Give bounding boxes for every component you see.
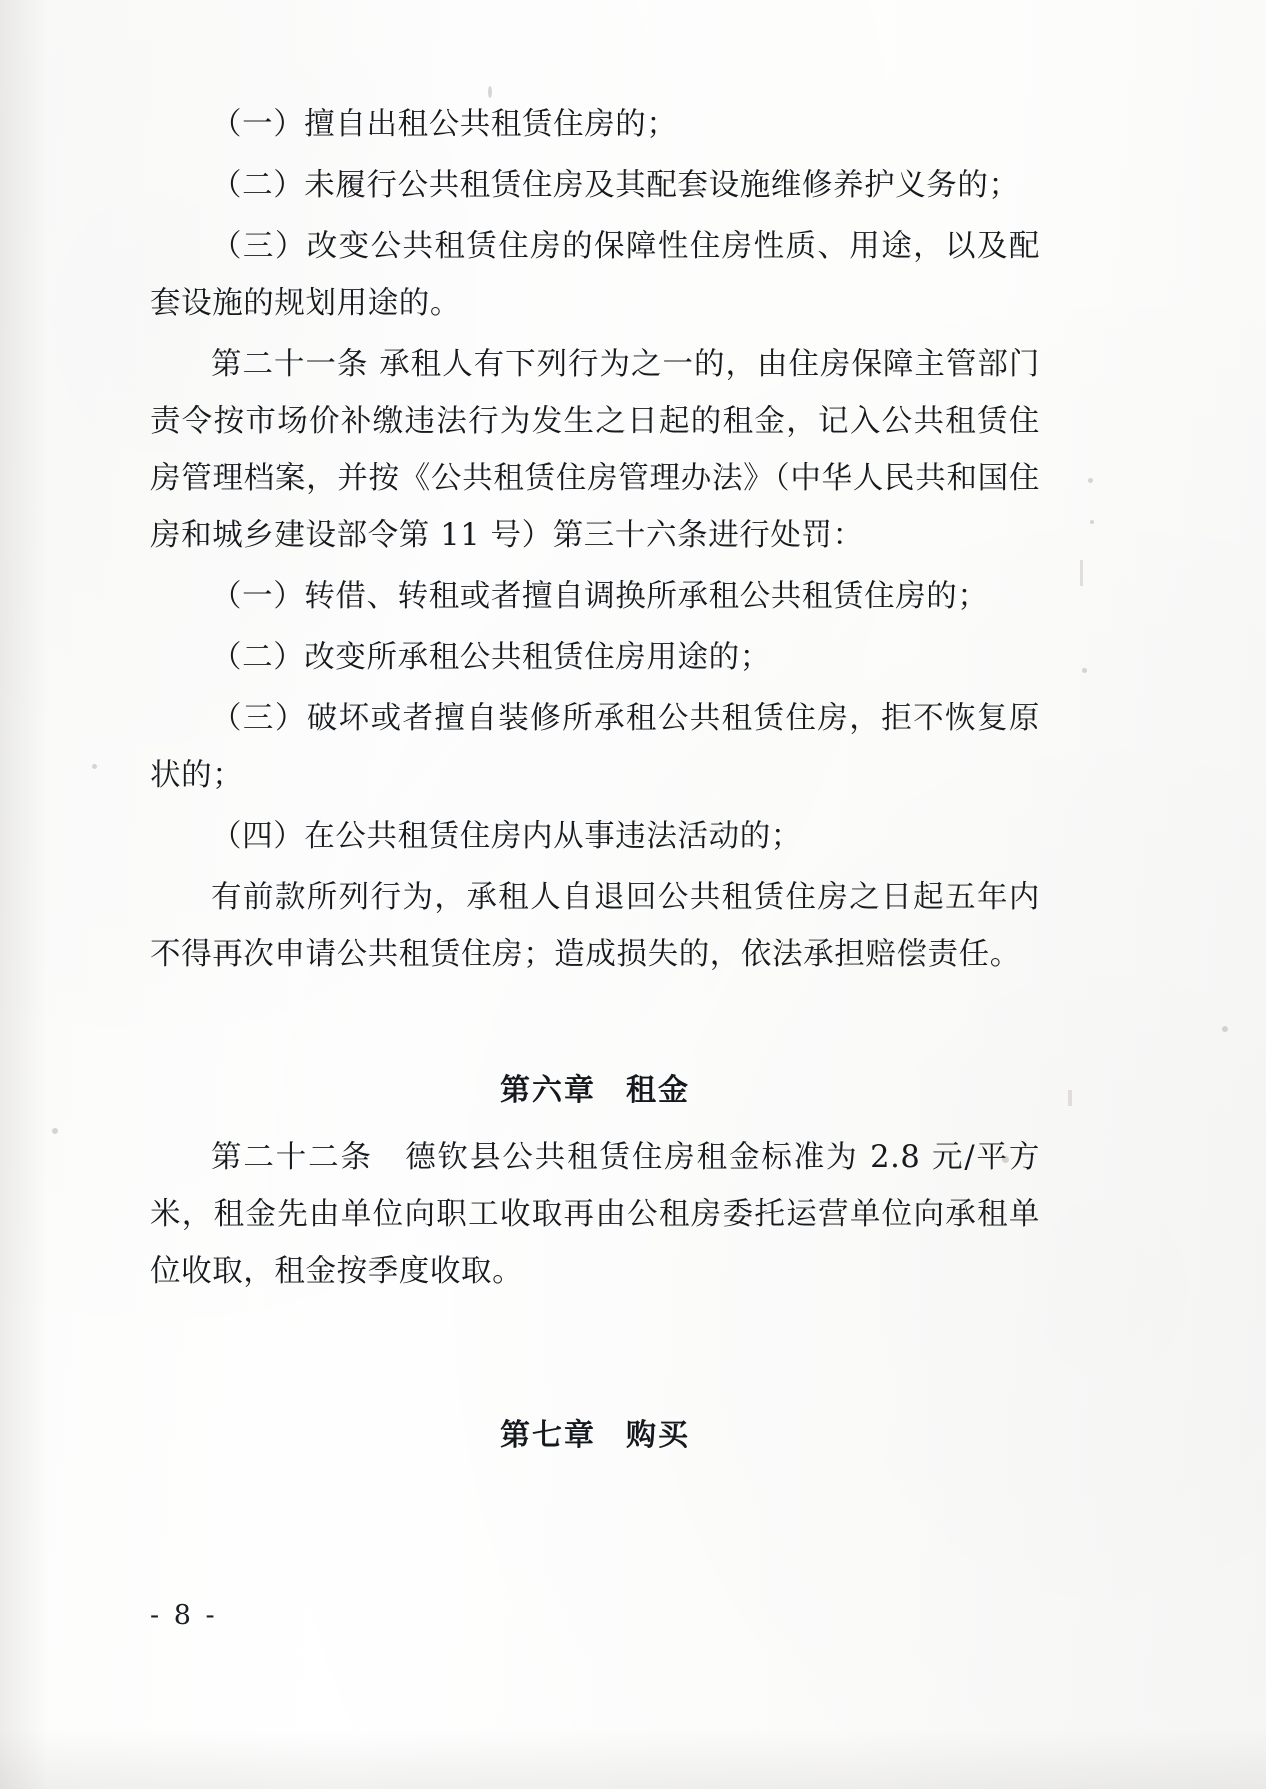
clause-item: （一）转借、转租或者擅自调换所承租公共租赁住房的；: [211, 579, 989, 614]
section-spacer: [150, 1304, 1040, 1362]
chapter-seven-heading: [150, 1408, 1040, 1464]
section-spacer: [150, 987, 1040, 1017]
scan-speck: [92, 764, 97, 769]
chapter-seven-title: 购买: [626, 1418, 690, 1453]
scan-streak: [1080, 560, 1083, 586]
clause-item: （四）在公共租赁住房内从事违法活动的；: [211, 819, 802, 854]
page-number: - 8 -: [150, 1600, 218, 1631]
scan-streak: [1068, 1090, 1072, 1106]
article-21-paragraph: 第二十一条 承租人有下列行为之一的，由住房保障主管部门责令按市场价补缴违法行为发生之日起的租金，记入公共租赁住房管理档案，并按《公共租赁住房管理办法》（中华人民共和国住房和城乡建设部令第 11 号）第三十六条进行处罚：: [150, 347, 1040, 553]
document-body: [150, 96, 1040, 1474]
chapter-seven-label: 第七章: [500, 1418, 596, 1453]
clause-item: （三）破坏或者擅自装修所承租公共租赁住房，拒不恢复原状的；: [150, 701, 1040, 793]
chapter-six-title: 租金: [626, 1073, 690, 1108]
chapter-six-label: 第六章: [500, 1073, 596, 1108]
scan-speck: [1222, 1026, 1228, 1032]
article-22-paragraph: 第二十二条 德钦县公共租赁住房租金标准为 2.8 元/平方米，租金先由单位向职工收取再由公租房委托运营单位向承租单位收取，租金按季度收取。: [150, 1140, 1040, 1289]
scan-speck: [52, 1128, 58, 1134]
scan-speck: [1090, 520, 1094, 524]
clause-item: （二）未履行公共租赁住房及其配套设施维修养护义务的；: [211, 168, 1020, 203]
page-bottom-shadow: [0, 1729, 1266, 1789]
page-left-shadow: [0, 0, 48, 1789]
chapter-six-heading: [150, 1063, 1040, 1119]
clause-item: （一）擅自出租公共租赁住房的；: [211, 107, 678, 142]
scan-speck: [1088, 478, 1093, 483]
scan-speck: [1082, 668, 1087, 673]
closing-paragraph: 有前款所列行为，承租人自退回公共租赁住房之日起五年内不得再次申请公共租赁住房；造成损失的，依法承担赔偿责任。: [150, 880, 1040, 972]
clause-item: （三）改变公共租赁住房的保障性住房性质、用途，以及配套设施的规划用途的。: [150, 229, 1040, 321]
clause-item: （二）改变所承租公共租赁住房用途的；: [211, 640, 771, 675]
